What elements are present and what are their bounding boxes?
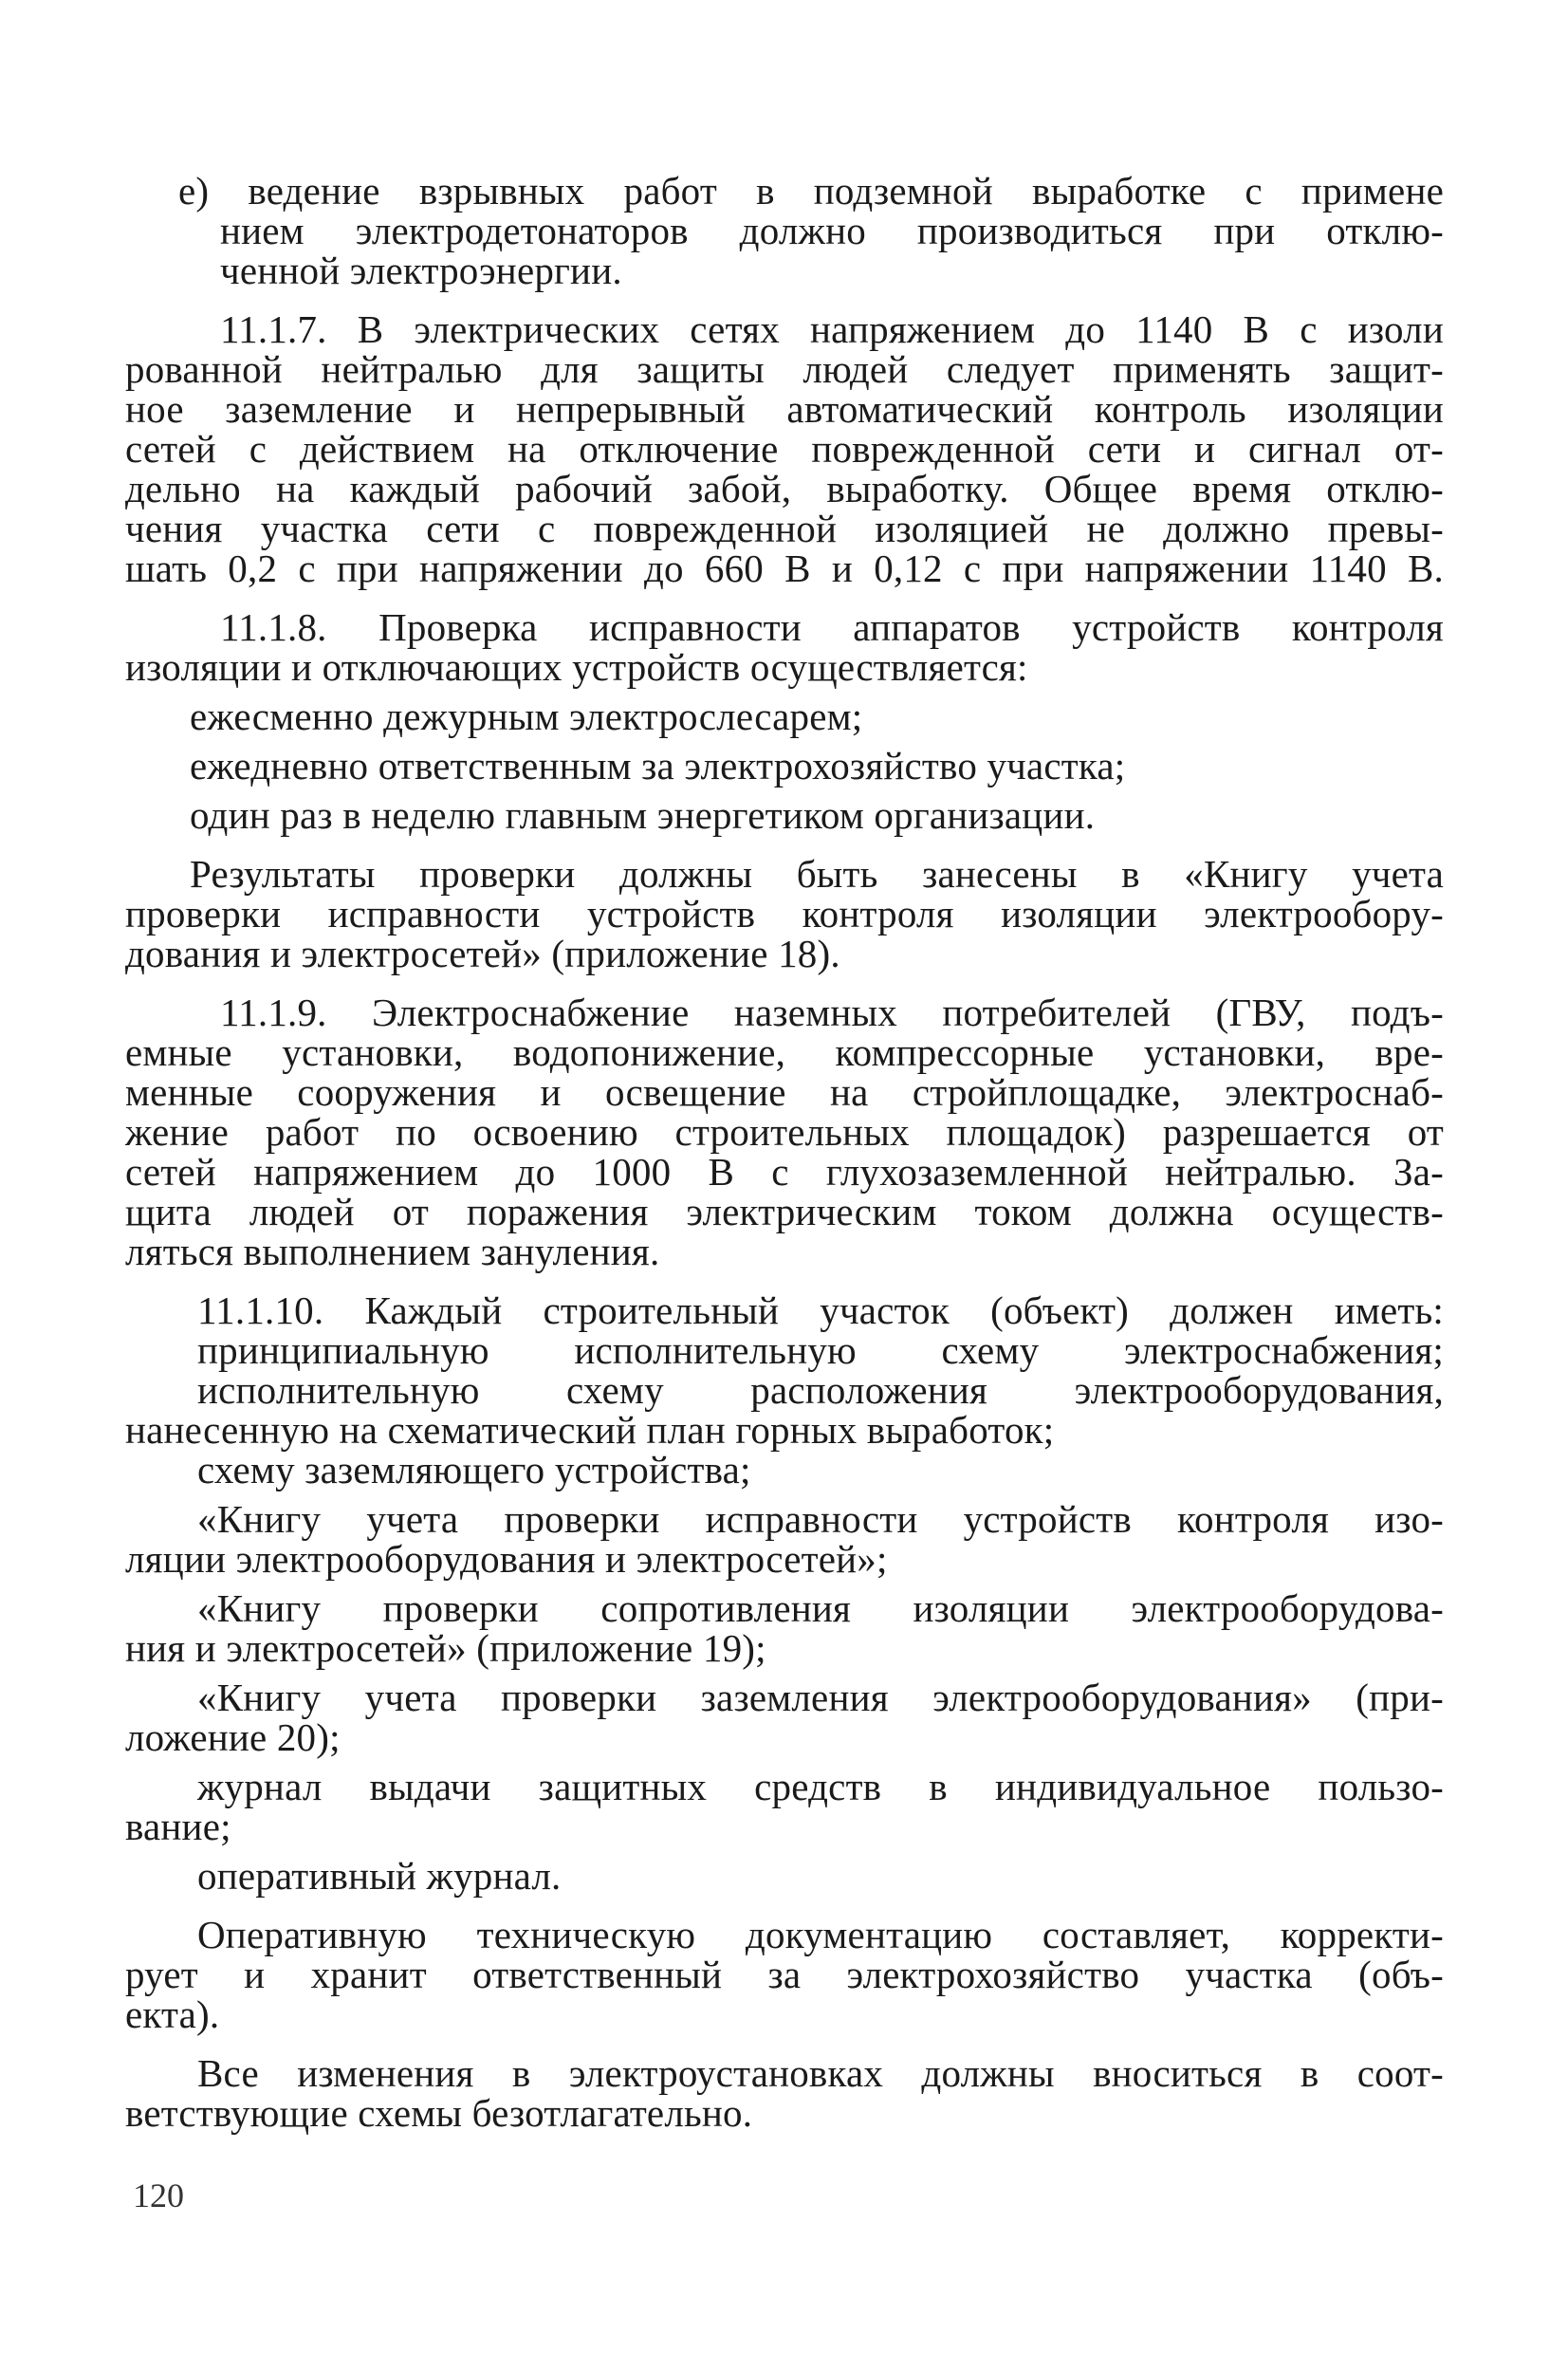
text-line: щита людей от поражения электрическим током должна осуществ- xyxy=(125,1190,1444,1233)
list-item: ежесменно дежурным электрослесарем; xyxy=(190,695,863,738)
paragraph-operative-docs xyxy=(125,1915,1444,2034)
list-item-continuation: ложение 20); xyxy=(125,1715,341,1759)
text-line: дования и электросетей» (приложение 18). xyxy=(125,932,840,975)
paragraph-first-line: Оперативную техническую документацию составляет, корректи- xyxy=(197,1913,1444,1956)
text-line: жение работ по освоению строительных площадок) разрешается от xyxy=(125,1110,1444,1154)
list-item: ежедневно ответственным за электрохозяйство участка; xyxy=(190,744,1126,787)
text-line: проверки исправности устройств контроля изоляции электрообору- xyxy=(125,892,1444,936)
text-line: рованной нейтралью для защиты людей следует применять защит- xyxy=(125,347,1444,391)
text-line: екта). xyxy=(125,1992,220,2036)
paragraph-first-line: Результаты проверки должны быть занесены в «Книгу учета xyxy=(190,852,1444,896)
document-page xyxy=(125,171,1444,2133)
list-item-continuation: нанесенную на схематический план горных выработок; xyxy=(125,1408,1055,1452)
paragraph-changes xyxy=(125,2053,1444,2133)
text-line: ветствующие схемы безотлагательно. xyxy=(125,2091,753,2135)
text-line: изоляции и отключающих устройств осуществляется: xyxy=(125,645,1028,689)
paragraph-item-e xyxy=(125,171,1444,290)
text-line: рует и хранит ответственный за электрохозяйство участка (объ- xyxy=(125,1953,1444,1996)
text-line: сетей с действием на отключение поврежденной сети и сигнал от- xyxy=(125,427,1444,471)
list-item: «Книгу учета проверки заземления электрооборудования» (при- xyxy=(197,1676,1444,1719)
paragraph-11-1-10 xyxy=(125,1290,1444,1896)
text-line: менные сооружения и освещение на стройплощадке, электроснаб- xyxy=(125,1070,1444,1114)
paragraph-results xyxy=(125,854,1444,973)
paragraph-first-line: Все изменения в электроустановках должны вноситься в соот- xyxy=(197,2051,1444,2095)
paragraph-11-1-7 xyxy=(125,309,1444,588)
list-item: оперативный журнал. xyxy=(197,1854,562,1898)
paragraph-first-line: 11.1.9. Электроснабжение наземных потребителей (ГВУ, подъ- xyxy=(220,991,1444,1034)
list-item-continuation: вание; xyxy=(125,1805,231,1848)
text-line: дельно на каждый рабочий забой, выработку. Общее время отклю- xyxy=(125,467,1444,510)
text-line: ченной электроэнергии. xyxy=(220,249,622,292)
list-item-continuation: ляции электрооборудования и электросетей»; xyxy=(125,1537,888,1581)
list-item-continuation: ния и электросетей» (приложение 19); xyxy=(125,1626,766,1670)
list-item: «Книгу проверки сопротивления изоляции электрооборудова- xyxy=(197,1586,1444,1630)
text-line: нием электродетонаторов должно производиться при отклю- xyxy=(220,209,1444,252)
list-item: принципиальную исполнительную схему электроснабжения; xyxy=(197,1328,1444,1372)
paragraph-11-1-9 xyxy=(125,992,1444,1271)
paragraph-11-1-8 xyxy=(125,607,1444,835)
text-line: шать 0,2 с при напряжении до 660 В и 0,12 с при напряжении 1140 В. xyxy=(125,547,1444,590)
paragraph-first-line: 11.1.7. В электрических сетях напряжением до 1140 В с изоли xyxy=(220,307,1444,351)
list-item: журнал выдачи защитных средств в индивидуальное пользо- xyxy=(197,1765,1444,1808)
text-line: е) ведение взрывных работ в подземной выработке с примене xyxy=(178,169,1444,213)
paragraph-first-line: 11.1.8. Проверка исправности аппаратов устройств контроля xyxy=(220,605,1444,649)
text-line: емные установки, водопонижение, компрессорные установки, вре- xyxy=(125,1030,1444,1074)
page-number: 120 xyxy=(133,2177,184,2214)
paragraph-first-line: 11.1.10. Каждый строительный участок (объект) должен иметь: xyxy=(197,1288,1444,1332)
text-line: ное заземление и непрерывный автоматический контроль изоляции xyxy=(125,387,1444,431)
list-item: один раз в неделю главным энергетиком организации. xyxy=(190,793,1096,837)
text-line: чения участка сети с поврежденной изоляцией не должно превы- xyxy=(125,507,1444,550)
text-line: ляться выполнением зануления. xyxy=(125,1230,660,1273)
text-line: сетей напряжением до 1000 В с глухозаземленной нейтралью. За- xyxy=(125,1150,1444,1194)
list-item: исполнительную схему расположения электрооборудования, xyxy=(197,1368,1444,1412)
list-item: «Книгу учета проверки исправности устройств контроля изо- xyxy=(197,1497,1444,1541)
list-item: схему заземляющего устройства; xyxy=(197,1448,751,1491)
